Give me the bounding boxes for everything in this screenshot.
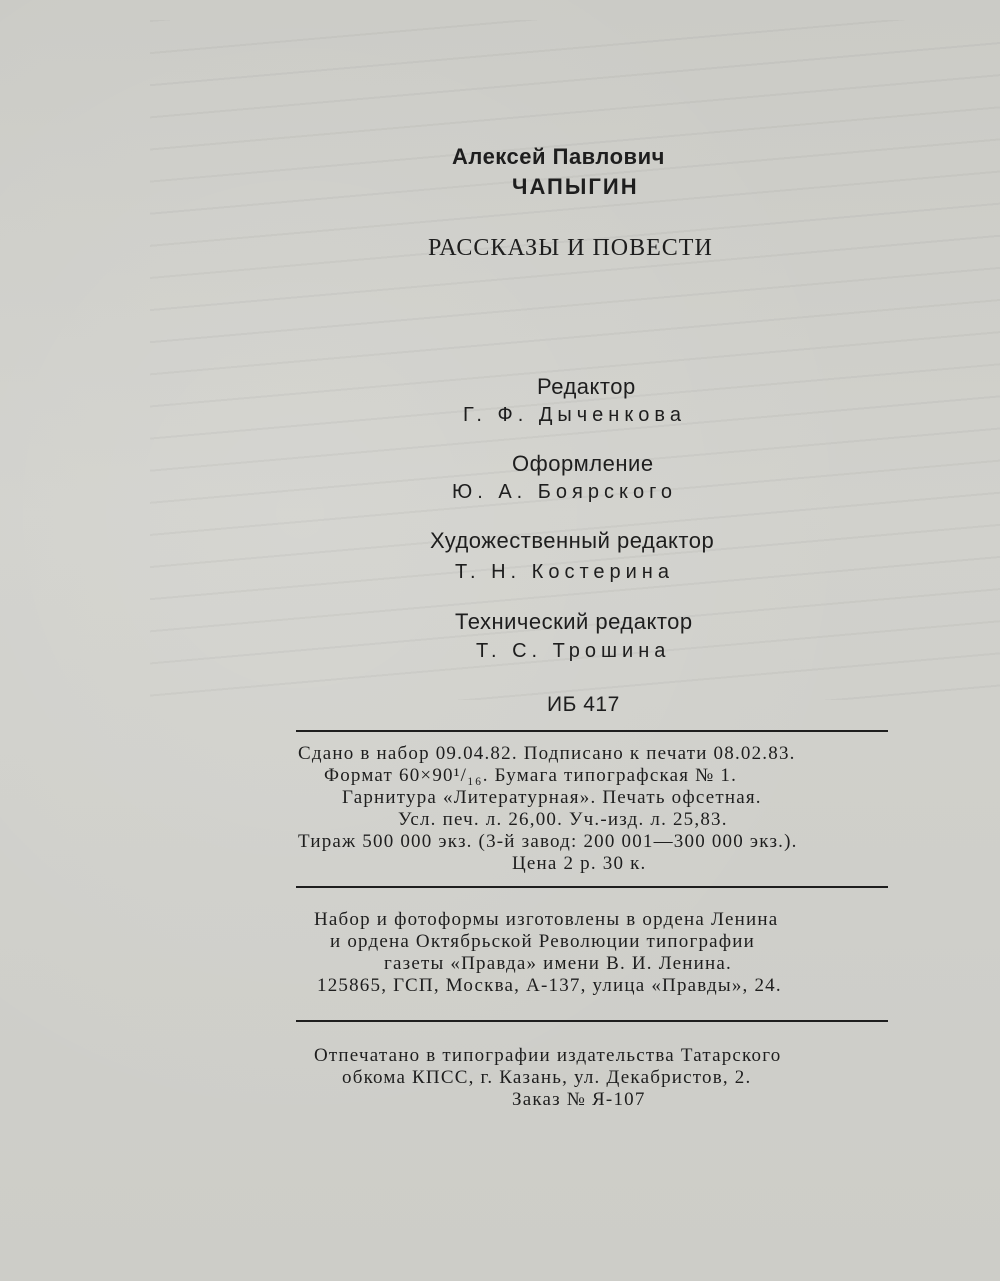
- divider-rule: [296, 886, 888, 888]
- credit-role-art-editor: Художественный редактор: [430, 528, 715, 553]
- typesetting-line: газеты «Правда» имени В. И. Ленина.: [384, 953, 732, 974]
- printing-line: Заказ № Я-107: [512, 1089, 646, 1110]
- print-details-line: Усл. печ. л. 26,00. Уч.-изд. л. 25,83.: [398, 809, 728, 830]
- credit-role-editor: Редактор: [537, 374, 636, 399]
- credit-role-design: Оформление: [512, 451, 654, 476]
- print-details-line: Сдано в набор 09.04.82. Подписано к печати 08.02.83.: [298, 743, 796, 764]
- credit-person-design: Ю. А. Боярского: [452, 481, 678, 503]
- book-title: РАССКАЗЫ И ПОВЕСТИ: [428, 235, 713, 261]
- credit-person-tech-editor: Т. С. Трошина: [476, 640, 671, 662]
- credit-person-art-editor: Т. Н. Костерина: [455, 561, 674, 583]
- divider-rule: [296, 730, 888, 732]
- print-details-line: Формат 60×90¹/₁₆. Бумага типографская № 1.: [324, 765, 738, 786]
- printing-line: Отпечатано в типографии издательства Татарского: [314, 1045, 782, 1066]
- ib-number: ИБ 417: [547, 693, 620, 716]
- credit-person-editor: Г. Ф. Дыченкова: [463, 404, 686, 426]
- print-details-line: Гарнитура «Литературная». Печать офсетная.: [342, 787, 762, 808]
- printing-line: обкома КПСС, г. Казань, ул. Декабристов, 2.: [342, 1067, 752, 1088]
- typesetting-line: 125865, ГСП, Москва, А-137, улица «Правды», 24.: [317, 975, 782, 996]
- print-details-line: Цена 2 р. 30 к.: [512, 853, 647, 874]
- credit-role-tech-editor: Технический редактор: [455, 609, 693, 634]
- print-details-line: Тираж 500 000 экз. (3-й завод: 200 001—300 000 экз.).: [298, 831, 798, 852]
- typesetting-line: и ордена Октябрьской Революции типографии: [330, 931, 756, 952]
- divider-rule: [296, 1020, 888, 1022]
- show-through-text: [150, 20, 1000, 700]
- author-name: Алексей Павлович: [452, 144, 665, 169]
- author-surname: ЧАПЫГИН: [512, 174, 639, 199]
- typesetting-line: Набор и фотоформы изготовлены в ордена Ленина: [314, 909, 779, 930]
